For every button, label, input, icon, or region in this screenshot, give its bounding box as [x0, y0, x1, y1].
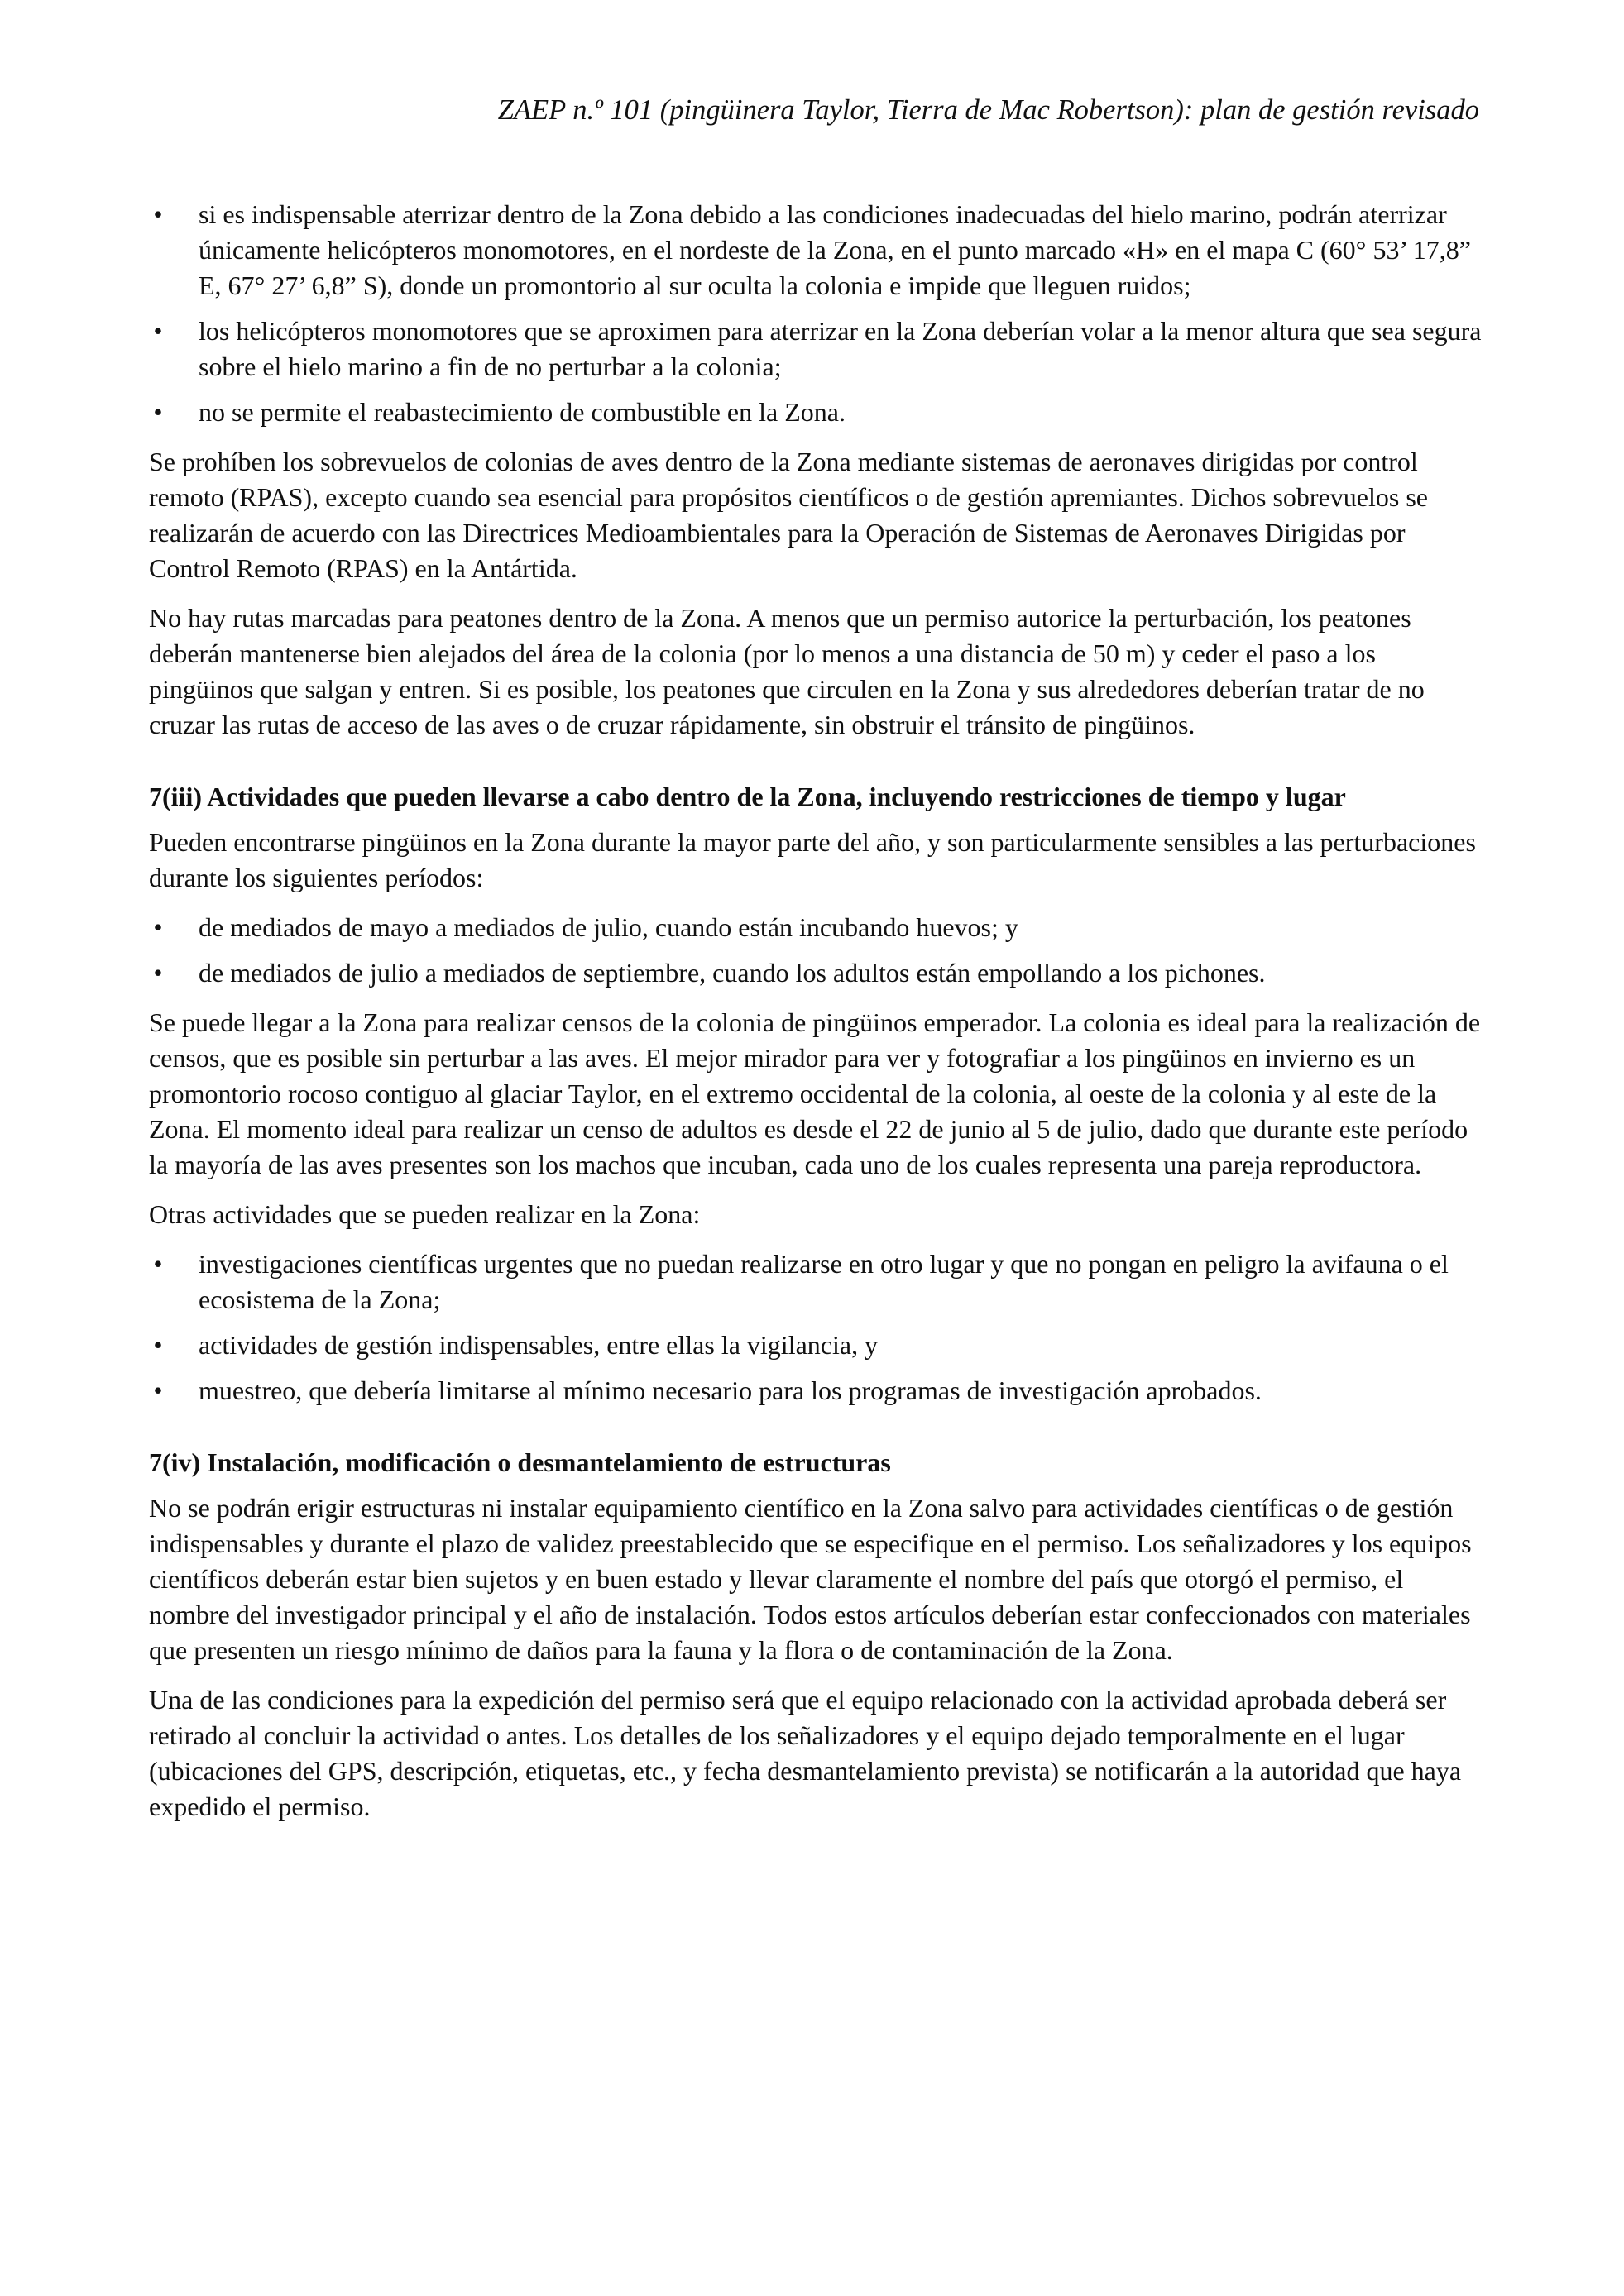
document-body — [149, 197, 1485, 1839]
paragraph-sensitive-periods: Pueden encontrarse pingüinos en la Zona durante la mayor parte del año, y son particularmente sensibles a las perturbaciones durante los siguientes períodos: — [149, 827, 1476, 892]
sensitive-periods-list — [149, 910, 1485, 991]
bullet-icon: • — [153, 1249, 163, 1279]
running-header: ZAEP n.º 101 (pingüinera Taylor, Tierra de Mac Robertson): plan de gestión revisado — [497, 94, 1479, 126]
bullet-icon: • — [153, 1330, 163, 1360]
list-item-text: muestreo, que debería limitarse al mínimo necesario para los programas de investigación aprobados. — [199, 1375, 1262, 1405]
list-item — [149, 1246, 1485, 1318]
paragraph-other-activities: Otras actividades que se pueden realizar en la Zona: — [149, 1199, 701, 1229]
list-item-text: si es indispensable aterrizar dentro de la Zona debido a las condiciones inadecuadas del hielo marino, podrán aterrizar únicamente helicópteros monomotores, en el nordeste de la Zona, en el punto marcado «H» en el mapa C (60° 53’ 17,8” E, 67° 27’ 6,8” S), donde un promontorio al sur oculta la colonia e impide que lleguen ruidos; — [199, 199, 1471, 300]
list-item — [149, 955, 1485, 991]
list-item — [149, 197, 1485, 304]
list-item — [149, 910, 1485, 945]
bullet-icon: • — [153, 316, 163, 346]
paragraph-structures: No se podrán erigir estructuras ni instalar equipamiento científico en la Zona salvo para actividades científicas o de gestión indispensables y durante el plazo de validez preestablecido que se especifique en el permiso. Los señalizadores y los equipos científicos deberán estar bien sujetos y en buen estado y llevar claramente el nombre del país que otorgó el permiso, el nombre del investigador principal y el año de instalación. Todos estos artículos deberían estar confeccionados con materiales que presenten un riesgo mínimo de daños para la fauna y la flora o de contaminación de la Zona. — [149, 1493, 1472, 1665]
list-item — [149, 395, 1485, 430]
bullet-icon: • — [153, 1375, 163, 1405]
list-item — [149, 1327, 1485, 1363]
list-item-text: de mediados de julio a mediados de septiembre, cuando los adultos están empollando a los pichones. — [199, 958, 1266, 988]
bullet-icon: • — [153, 912, 163, 942]
paragraph-equipment-removal: Una de las condiciones para la expedición del permiso será que el equipo relacionado con la actividad aprobada deberá ser retirado al concluir la actividad o antes. Los detalles de los señalizadores y el equipo dejado temporalmente en el lugar (ubicaciones del GPS, descripción, etiquetas, etc., y fecha desmantelamiento prevista) se notificarán a la autoridad que haya expedido el permiso. — [149, 1685, 1462, 1821]
bullet-icon: • — [153, 397, 163, 427]
paragraph-rpas: Se prohíben los sobrevuelos de colonias de aves dentro de la Zona mediante sistemas de aeronaves dirigidas por control remoto (RPAS), excepto cuando sea esencial para propósitos científicos o de gestión apremiantes. Dichos sobrevuelos se realizarán de acuerdo con las Directrices Medioambientales para la Operación de Sistemas de Aeronaves Dirigidas por Control Remoto (RPAS) en la Antártida. — [149, 447, 1428, 583]
list-item-text: de mediados de mayo a mediados de julio, cuando están incubando huevos; y — [199, 912, 1018, 942]
section-heading-7iv: 7(iv) Instalación, modificación o desmantelamiento de estructuras — [149, 1447, 891, 1477]
section-heading-7iii: 7(iii) Actividades que pueden llevarse a cabo dentro de la Zona, incluyendo restricciones de tiempo y lugar — [149, 782, 1346, 811]
paragraph-census: Se puede llegar a la Zona para realizar censos de la colonia de pingüinos emperador. La colonia es ideal para la realización de censos, que es posible sin perturbar a las aves. El mejor mirador para ver y fotografiar a los pingüinos en invierno es un promontorio rocoso contiguo al glaciar Taylor, en el extremo occidental de la colonia, al oeste de la colonia y al este de la Zona. El momento ideal para realizar un censo de adultos es desde el 22 de junio al 5 de julio, dado que durante este período la mayoría de las aves presentes son los machos que incuban, cada uno de los cuales representa una pareja reproductora. — [149, 1007, 1481, 1179]
paragraph-pedestrians: No hay rutas marcadas para peatones dentro de la Zona. A menos que un permiso autorice la perturbación, los peatones deberán mantenerse bien alejados del área de la colonia (por lo menos a una distancia de 50 m) y ceder el paso a los pingüinos que salgan y entren. Si es posible, los peatones que circulen en la Zona y sus alrededores deberían tratar de no cruzar las rutas de acceso de las aves o de cruzar rápidamente, sin obstruir el tránsito de pingüinos. — [149, 603, 1425, 739]
list-item-text: los helicópteros monomotores que se aproximen para aterrizar en la Zona deberían volar a la menor altura que sea segura sobre el hielo marino a fin de no perturbar a la colonia; — [199, 316, 1482, 381]
list-item — [149, 1373, 1485, 1409]
list-item-text: actividades de gestión indispensables, entre ellas la vigilancia, y — [199, 1330, 879, 1360]
list-item-text: no se permite el reabastecimiento de combustible en la Zona. — [199, 397, 846, 427]
bullet-icon: • — [153, 199, 163, 229]
list-item — [149, 313, 1485, 385]
other-activities-list — [149, 1246, 1485, 1409]
landing-rules-list — [149, 197, 1485, 430]
bullet-icon: • — [153, 958, 163, 988]
list-item-text: investigaciones científicas urgentes que no puedan realizarse en otro lugar y que no pongan en peligro la avifauna o el ecosistema de la Zona; — [199, 1249, 1449, 1314]
